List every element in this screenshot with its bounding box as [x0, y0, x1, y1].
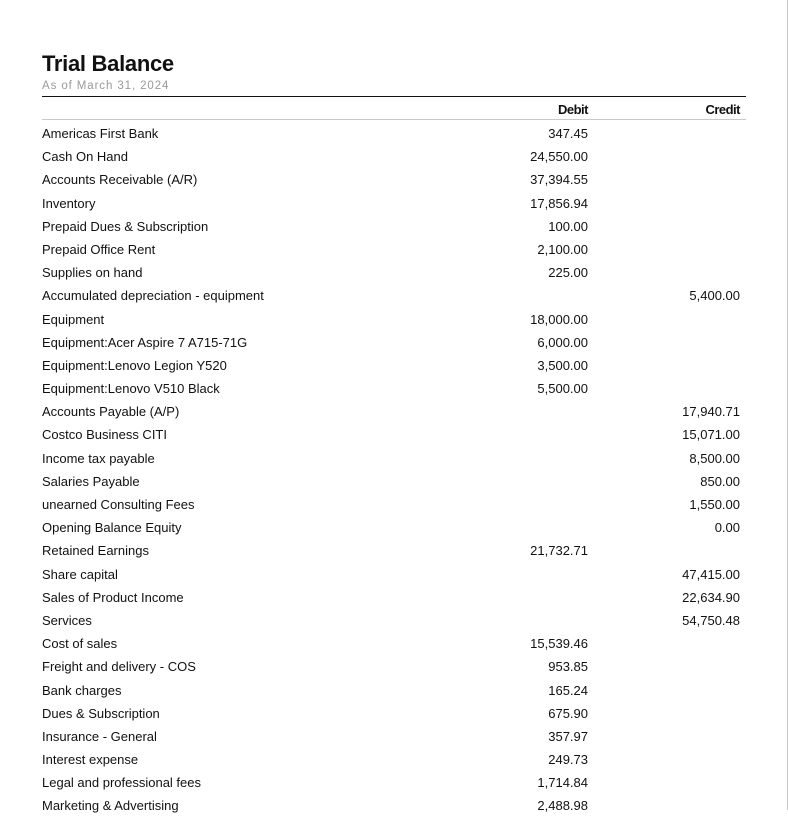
debit-amount: 2,488.98	[537, 798, 588, 814]
debit-amount: 249.73	[548, 752, 588, 768]
debit-amount: 24,550.00	[530, 149, 588, 165]
debit-amount: 2,100.00	[537, 241, 588, 257]
table-row	[42, 308, 746, 331]
report-title: Trial Balance	[42, 51, 174, 76]
account-name: Inventory	[42, 195, 96, 211]
table-row	[42, 655, 746, 678]
table-row	[42, 122, 746, 145]
credit-amount: 0.00	[714, 520, 740, 536]
debit-amount: 953.85	[548, 659, 588, 675]
table-row	[42, 493, 746, 516]
account-name: Equipment:Lenovo V510 Black	[42, 381, 220, 397]
table-row	[42, 516, 746, 539]
table-row	[42, 771, 746, 794]
table-row	[42, 354, 746, 377]
credit-amount: 17,940.71	[682, 404, 740, 420]
table-row	[42, 377, 746, 400]
account-name: Sales of Product Income	[42, 589, 184, 605]
credit-amount: 15,071.00	[682, 427, 740, 443]
credit-amount: 22,634.90	[682, 589, 740, 605]
debit-amount: 18,000.00	[530, 311, 588, 327]
table-row	[42, 586, 746, 609]
account-name: Marketing & Advertising	[42, 798, 179, 814]
debit-amount: 21,732.71	[530, 543, 588, 559]
credit-amount: 5,400.00	[689, 288, 740, 304]
debit-amount: 17,856.94	[530, 195, 588, 211]
table-row	[42, 238, 746, 261]
credit-column-header: Credit	[705, 102, 740, 117]
report-date: As of March 31, 2024	[42, 80, 170, 92]
table-row	[42, 702, 746, 725]
account-name: Prepaid Dues & Subscription	[42, 218, 209, 234]
account-name: Supplies on hand	[42, 265, 143, 281]
column-header-row	[42, 97, 746, 120]
account-name: Insurance - General	[42, 728, 157, 744]
account-name: Prepaid Office Rent	[42, 241, 156, 257]
table-row	[42, 794, 746, 817]
table-row	[42, 284, 746, 307]
debit-amount: 1,714.84	[537, 775, 588, 791]
account-name: Interest expense	[42, 752, 139, 768]
account-name: Share capital	[42, 566, 118, 582]
account-name: Retained Earnings	[42, 543, 149, 559]
debit-amount: 37,394.55	[530, 172, 588, 188]
account-name: Cost of sales	[42, 636, 118, 652]
account-name: Bank charges	[42, 682, 122, 698]
debit-amount: 347.45	[548, 126, 588, 141]
debit-column-header: Debit	[558, 102, 588, 117]
credit-amount: 850.00	[700, 473, 740, 489]
table-row	[42, 679, 746, 702]
account-name: Equipment:Acer Aspire 7 A715-71G	[42, 334, 248, 350]
table-row	[42, 168, 746, 191]
debit-amount: 100.00	[548, 218, 588, 234]
table-row	[42, 447, 746, 470]
debit-amount: 15,539.46	[530, 636, 588, 652]
table-row	[42, 563, 746, 586]
account-name: Cash On Hand	[42, 149, 128, 165]
table-row	[42, 192, 746, 215]
account-name: Costco Business CITI	[42, 427, 167, 443]
table-row	[42, 725, 746, 748]
account-name: Accumulated depreciation - equipment	[42, 288, 264, 304]
account-name: Accounts Payable (A/P)	[42, 404, 180, 420]
credit-amount: 8,500.00	[689, 450, 740, 466]
debit-amount: 3,500.00	[537, 357, 588, 373]
credit-amount: 1,550.00	[689, 497, 740, 512]
table-row	[42, 539, 746, 562]
debit-amount: 675.90	[548, 705, 588, 721]
table-row	[42, 145, 746, 168]
table-row	[42, 609, 746, 632]
account-name: Accounts Receivable (A/R)	[42, 172, 198, 188]
credit-amount: 54,750.48	[682, 612, 740, 628]
debit-amount: 357.97	[548, 728, 588, 744]
account-name: Equipment	[42, 311, 105, 327]
account-name: Salaries Payable	[42, 473, 140, 489]
trial-balance-report	[42, 50, 746, 818]
account-name: Americas First Bank	[42, 126, 159, 141]
table-row	[42, 261, 746, 284]
account-name: unearned Consulting Fees	[42, 497, 195, 512]
account-rows	[42, 122, 746, 818]
table-row	[42, 423, 746, 446]
table-row	[42, 215, 746, 238]
credit-amount: 47,415.00	[682, 566, 740, 582]
debit-amount: 165.24	[548, 682, 588, 698]
table-row	[42, 748, 746, 771]
debit-amount: 225.00	[548, 265, 588, 281]
account-name: Freight and delivery - COS	[42, 659, 196, 675]
account-name: Income tax payable	[42, 450, 155, 466]
account-name: Legal and professional fees	[42, 775, 202, 791]
debit-amount: 6,000.00	[537, 334, 588, 350]
account-name: Services	[42, 612, 92, 628]
account-name: Opening Balance Equity	[42, 520, 182, 536]
table-row	[42, 331, 746, 354]
debit-amount: 5,500.00	[537, 381, 588, 397]
account-name: Equipment:Lenovo Legion Y520	[42, 357, 227, 373]
table-row	[42, 632, 746, 655]
account-name: Dues & Subscription	[42, 705, 160, 721]
table-row	[42, 400, 746, 423]
table-row	[42, 470, 746, 493]
